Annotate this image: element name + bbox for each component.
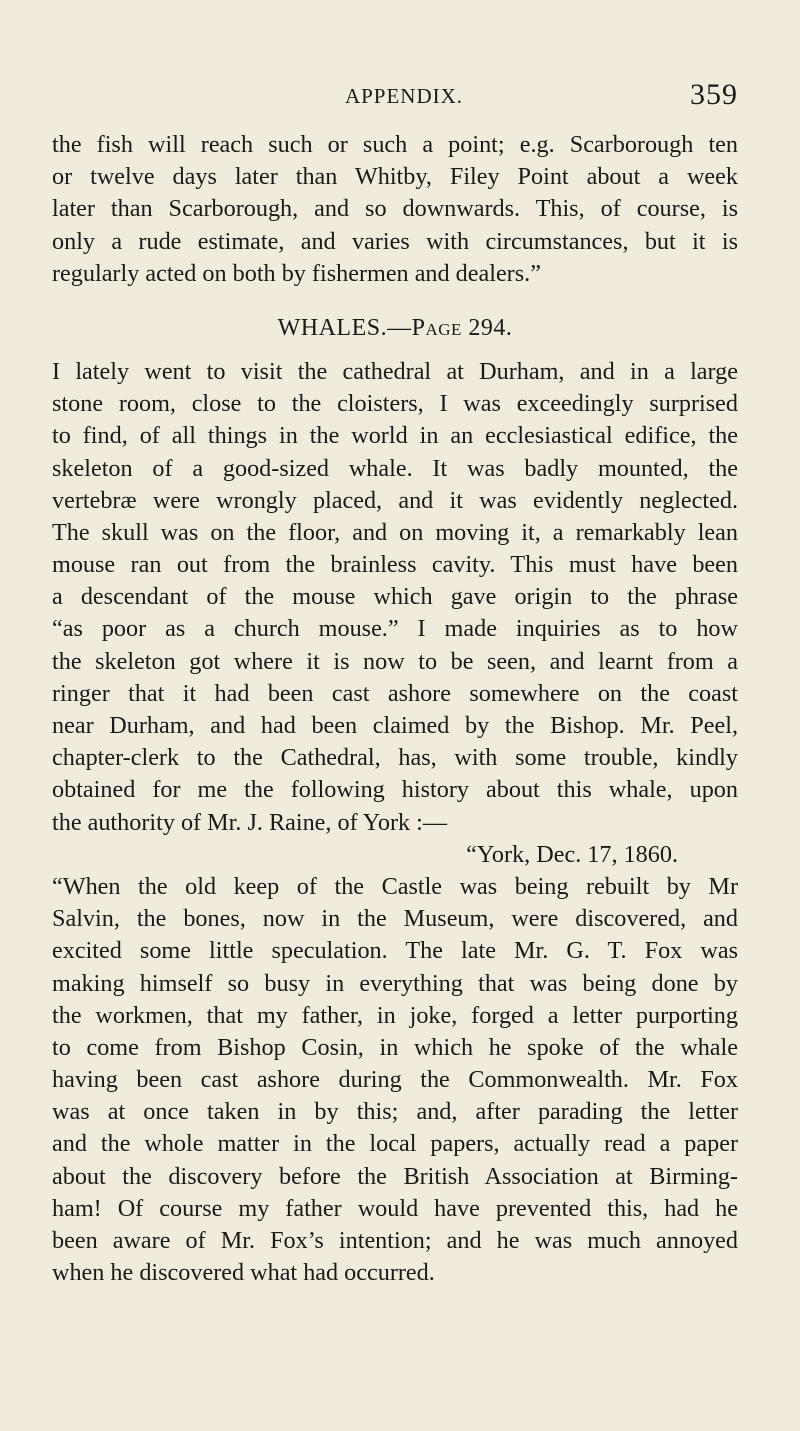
text-line: stone room, close to the cloisters, I was exceedingly surprised (52, 390, 738, 418)
text-line: having been cast ashore during the Commonwealth. Mr. Fox (52, 1066, 738, 1094)
text-line: “When the old keep of the Castle was being rebuilt by Mr (52, 872, 738, 900)
text-line: obtained for me the following history about this whale, upon (52, 776, 738, 804)
text-line: chapter-clerk to the Cathedral, has, with some trouble, kindly (52, 744, 738, 772)
text-line: and the whole matter in the local papers, actually read a paper (52, 1130, 738, 1158)
text-line: near Durham, and had been claimed by the Bishop. Mr. Peel, (52, 712, 738, 739)
section-dash: — (387, 314, 412, 341)
page-number: 359 (690, 78, 738, 111)
text-line: skeleton of a good-sized whale. It was badly mounted, the (52, 454, 738, 482)
section-page-ref: Page 294. (411, 314, 513, 341)
text-line: Salvin, the bones, now in the Museum, were discovered, and (52, 905, 738, 933)
text-line: about the discovery before the British Association at Birming- (52, 1162, 738, 1190)
text-line: the fish will reach such or such a point; e.g. Scarborough ten (52, 131, 738, 158)
text-line: the authority of Mr. J. Raine, of York :— (52, 808, 448, 836)
text-line: making himself so busy in everything that was being done by (52, 969, 738, 997)
text-line: ringer that it had been cast ashore somewhere on the coast (52, 679, 738, 707)
section-title: WHALES. (277, 314, 388, 341)
letter-dateline: “York, Dec. 17, 1860. (466, 840, 678, 868)
text-line: or twelve days later than Whitby, Filey Point about a week (52, 163, 738, 191)
text-line: vertebræ were wrongly placed, and it was evidently neglected. (52, 486, 738, 514)
text-line: a descendant of the mouse which gave origin to the phrase (52, 583, 738, 611)
text-line: was at once taken in by this; and, after parading the letter (52, 1098, 738, 1126)
paragraph-fish-arrival (52, 129, 738, 290)
text-line: later than Scarborough, and so downwards. This, of course, is (52, 195, 738, 223)
text-line: I lately went to visit the cathedral at Durham, and in a large (52, 357, 738, 385)
text-line: regularly acted on both by fishermen and dealers.” (52, 259, 541, 287)
text-line: only a rude estimate, and varies with circumstances, but it is (52, 227, 738, 255)
text-line: to find, of all things in the world in an ecclesiastical edifice, the (52, 422, 738, 450)
letter-from-york (52, 839, 738, 1290)
text-line: the workmen, that my father, in joke, forged a letter purporting (52, 1001, 738, 1029)
text-line: mouse ran out from the brainless cavity. This must have been (52, 551, 738, 579)
text-line: The skull was on the floor, and on moving it, a remarkably lean (52, 518, 738, 546)
text-line: the skeleton got where it is now to be seen, and learnt from a (52, 647, 738, 675)
running-head (70, 78, 738, 112)
text-line: been aware of Mr. Fox’s intention; and he was much annoyed (52, 1227, 738, 1254)
section-heading-whales (52, 302, 738, 354)
text-line: excited some little speculation. The late Mr. G. T. Fox was (52, 937, 738, 965)
text-line: ham! Of course my father would have prevented this, had he (52, 1194, 738, 1222)
text-line: “as poor as a church mouse.” I made inquiries as to how (52, 615, 738, 643)
running-title: APPENDIX. (344, 84, 464, 108)
body-text (52, 129, 738, 1289)
text-line: when he discovered what had occurred. (52, 1259, 435, 1287)
paragraph-durham-whale (52, 356, 738, 839)
text-line: to come from Bishop Cosin, in which he spoke of the whale (52, 1033, 738, 1061)
